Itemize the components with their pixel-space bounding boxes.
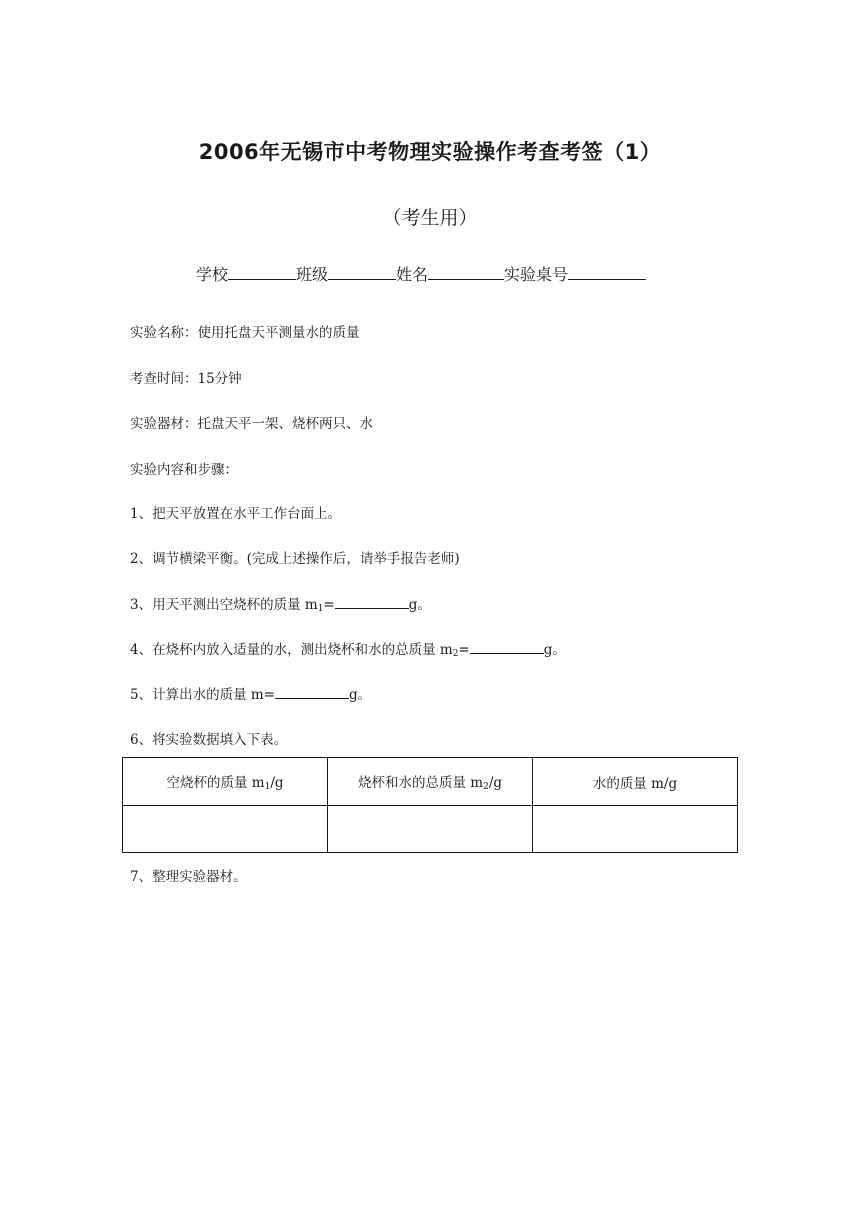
step-5-unit: g。 <box>349 687 372 703</box>
desk-blank[interactable] <box>568 264 646 280</box>
step-3-text: 3、用天平测出空烧杯的质量 m <box>130 597 318 613</box>
table-header-row <box>123 758 738 806</box>
col1-text: 空烧杯的质量 m <box>166 775 265 791</box>
data-table <box>122 757 738 853</box>
step-3-unit: g。 <box>408 597 431 613</box>
step-7: 7、整理实验器材。 <box>130 869 247 885</box>
m2-answer-blank[interactable] <box>470 640 544 654</box>
step-6: 6、将实验数据填入下表。 <box>130 732 288 748</box>
step-5 <box>130 683 371 703</box>
page-title: 2006年无锡市中考物理实验操作考查考签（1） <box>198 140 662 164</box>
experiment-name: 实验名称：使用托盘天平测量水的质量 <box>130 325 360 341</box>
step-3-equals: = <box>323 597 335 613</box>
step-5-text: 5、计算出水的质量 m= <box>130 687 275 703</box>
student-info-line <box>196 262 646 285</box>
col2-subscript: 2 <box>483 782 489 792</box>
step-3 <box>130 593 431 614</box>
equipment: 实验器材：托盘天平一架、烧杯两只、水 <box>130 416 373 432</box>
step-3-subscript: 1 <box>317 604 324 614</box>
name-label: 姓名 <box>396 265 429 284</box>
content-heading: 实验内容和步骤： <box>130 462 238 478</box>
name-blank[interactable] <box>428 264 504 280</box>
class-label: 班级 <box>296 265 329 284</box>
col1-subscript: 1 <box>264 782 271 792</box>
step-4-text: 4、在烧杯内放入适量的水，测出烧杯和水的总质量 m <box>130 642 453 658</box>
exam-time: 考查时间：15分钟 <box>130 371 242 387</box>
school-blank[interactable] <box>228 264 296 280</box>
table-cell-m1[interactable] <box>123 806 328 853</box>
table-cell-m2[interactable] <box>328 806 533 853</box>
class-blank[interactable] <box>328 264 396 280</box>
step-4-equals: = <box>458 642 470 658</box>
desk-label: 实验桌号 <box>504 265 569 284</box>
step-4-unit: g。 <box>543 642 566 658</box>
m1-answer-blank[interactable] <box>335 595 409 609</box>
step-2: 2、调节横梁平衡。(完成上述操作后，请举手报告老师) <box>130 551 460 567</box>
school-label: 学校 <box>196 265 229 284</box>
col2-unit: /g <box>488 775 503 791</box>
table-header-total <box>328 758 533 806</box>
table-header-empty-beaker <box>123 758 328 806</box>
step-4-subscript: 2 <box>452 649 459 659</box>
m-answer-blank[interactable] <box>275 685 349 699</box>
table-row <box>123 806 738 853</box>
table-cell-m[interactable] <box>533 806 738 853</box>
step-4 <box>130 638 566 659</box>
step-1: 1、把天平放置在水平工作台面上。 <box>130 506 342 522</box>
table-header-water: 水的质量 m/g <box>533 758 738 806</box>
col1-unit: /g <box>270 775 284 791</box>
page-subtitle: （考生用） <box>382 207 478 229</box>
col2-text: 烧杯和水的总质量 m <box>357 775 484 791</box>
